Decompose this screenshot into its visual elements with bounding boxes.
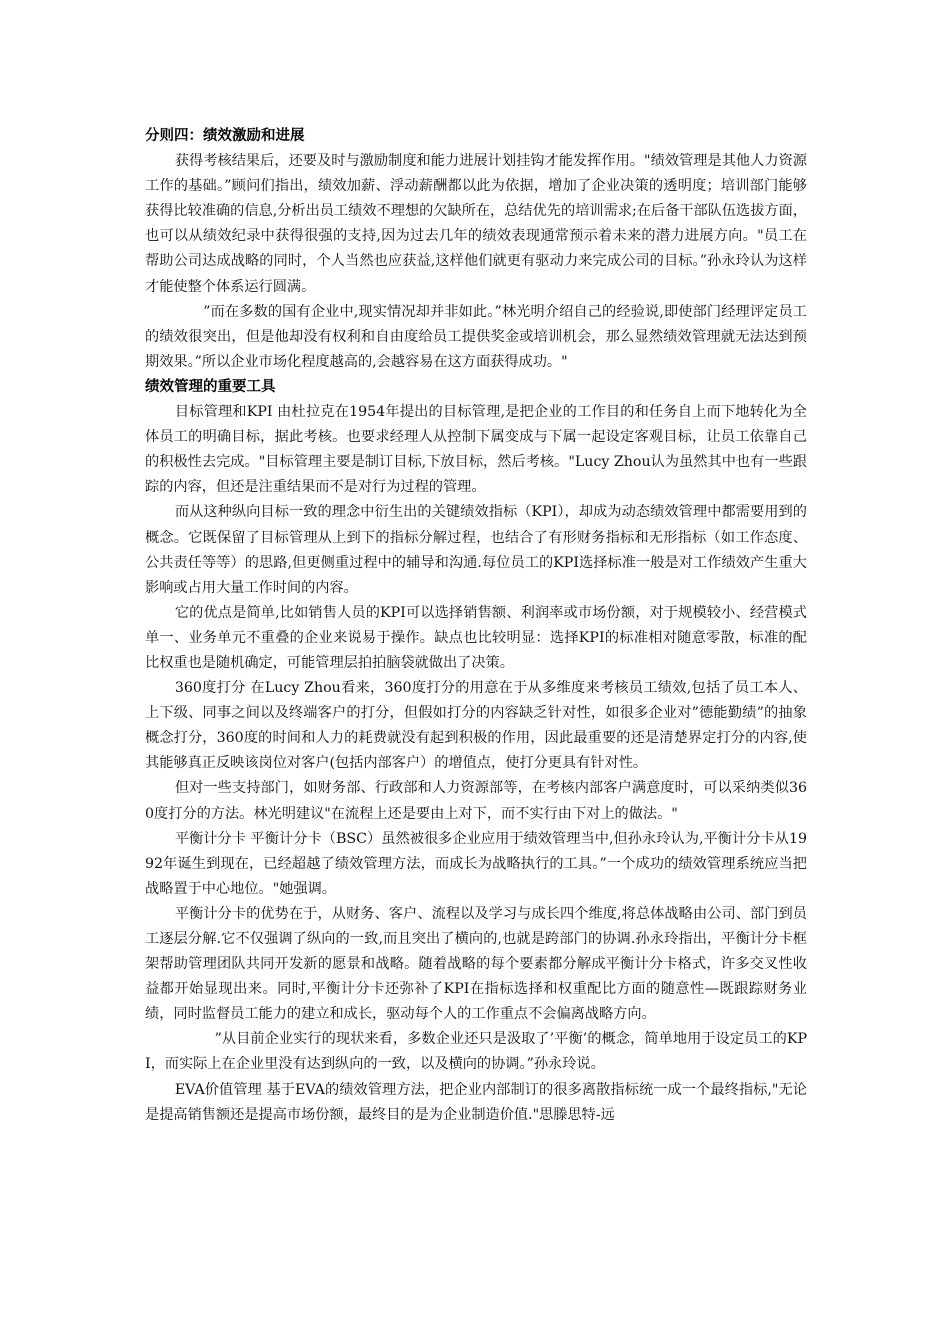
paragraph: 它的优点是简单,比如销售人员的KPI可以选择销售额、利润率或市场份额，对于规模较小、经营模式单一、业务单元不重叠的企业来说易于操作。缺点也比较明显：选择KPI的标准相对随意零散，标准的配比权重也是随机确定，可能管理层拍拍脑袋就做出了决策。 xyxy=(145,604,807,671)
paragraph: 目标管理和KPI 由杜拉克在1954年提出的目标管理,是把企业的工作目的和任务自上而下地转化为全体员工的明确目标，据此考核。也要求经理人从控制下属变成与下属一起设定客观目标，让员工依靠自己的积极性去完成。"目标管理主要是制订目标,下放目标，然后考核。"Lucy Zhou认为虽然其中也有一些跟踪的内容，但还是注重结果而不是对行为过程的管理。 xyxy=(145,404,807,496)
paragraph: ”从目前企业实行的现状来看，多数企业还只是汲取了’平衡’的概念，简单地用于设定员工的KPI，而实际上在企业里没有达到纵向的一致，以及横向的协调。”孙永玲说。 xyxy=(145,1031,807,1073)
paragraph: EVA价值管理 基于EVA的绩效管理方法，把企业内部制订的很多离散指标统一成一个最终指标,"无论是提高销售额还是提高市场份额，最终目的是为企业制造价值."思滕思特-远 xyxy=(145,1081,807,1123)
paragraph: 但对一些支持部门，如财务部、行政部和人力资源部等，在考核内部客户满意度时，可以采纳类似360度打分的方法。林光明建议"在流程上还是要由上对下，而不实行由下对上的做法。" xyxy=(145,780,807,822)
document-body xyxy=(145,124,807,1128)
paragraph: 平衡计分卡 平衡计分卡（BSC）虽然被很多企业应用于绩效管理当中,但孙永玲认为,平衡计分卡从1992年诞生到现在，已经超越了绩效管理方法，而成长为战略执行的工具。”一个成功的绩效管理系统应当把战略置于中心地位。"她强调。 xyxy=(145,830,807,897)
paragraph: 而从这种纵向目标一致的理念中衍生出的关键绩效指标（KPI），却成为动态绩效管理中都需要用到的概念。它既保留了目标管理从上到下的指标分解过程，也结合了有形财务指标和无形指标（如工作态度、公共责任等等）的思路,但更侧重过程中的辅导和沟通.每位员工的KPI选择标准一般是对工作绩效产生重大影响或占用大量工作时间的内容。 xyxy=(145,504,807,596)
paragraph: 获得考核结果后，还要及时与激励制度和能力进展计划挂钩才能发挥作用。"绩效管理是其他人力资源工作的基础。”顾问们指出，绩效加薪、浮动薪酬都以此为依据，增加了企业决策的透明度；培训部门能够获得比较准确的信息,分析出员工绩效不理想的欠缺所在，总结优先的培训需求;在后备干部队伍选拔方面，也可以从绩效纪录中获得很强的支持,因为过去几年的绩效表现通常预示着未来的潜力进展方向。"员工在帮助公司达成战略的同时，个人当然也应获益,这样他们就更有驱动力来完成公司的目标。”孙永玲认为这样才能使整个体系运行圆满。 xyxy=(145,153,807,295)
paragraph: 360度打分 在Lucy Zhou看来，360度打分的用意在于从多维度来考核员工绩效,包括了员工本人、上下级、同事之间以及终端客户的打分，但假如打分的内容缺乏针对性，如很多企业对”德能勤绩”的抽象概念打分，360度的时间和人力的耗费就没有起到积极的作用，因此最重要的还是清楚界定打分的内容,使其能够真正反映该岗位对客户(包括内部客户）的增值点，使打分更具有针对性。 xyxy=(145,680,807,772)
section-heading-tools: 绩效管理的重要工具 xyxy=(145,378,276,395)
paragraph: ”而在多数的国有企业中,现实情况却并非如此。”林光明介绍自己的经验说,即使部门经理评定员工的绩效很突出，但是他却没有权利和自由度给员工提供奖金或培训机会，那么显然绩效管理就无法达到预期效果。”所以企业市场化程度越高的,会越容易在这方面获得成功。" xyxy=(145,303,807,370)
section-heading-incentives: 分则四：绩效激励和进展 xyxy=(145,128,305,144)
paragraph: 平衡计分卡的优势在于，从财务、客户、流程以及学习与成长四个维度,将总体战略由公司、部门到员工逐层分解.它不仅强调了纵向的一致,而且突出了横向的,也就是跨部门的协调.孙永玲指出，平衡计分卡框架帮助管理团队共同开发新的愿景和战略。随着战略的每个要素都分解成平衡计分卡格式，许多交叉性收益都开始显现出来。同时,平衡计分卡还弥补了KPI在指标选择和权重配比方面的随意性—既跟踪财务业绩，同时监督员工能力的建立和成长，驱动每个人的工作重点不会偏离战略方向。 xyxy=(145,905,807,1023)
